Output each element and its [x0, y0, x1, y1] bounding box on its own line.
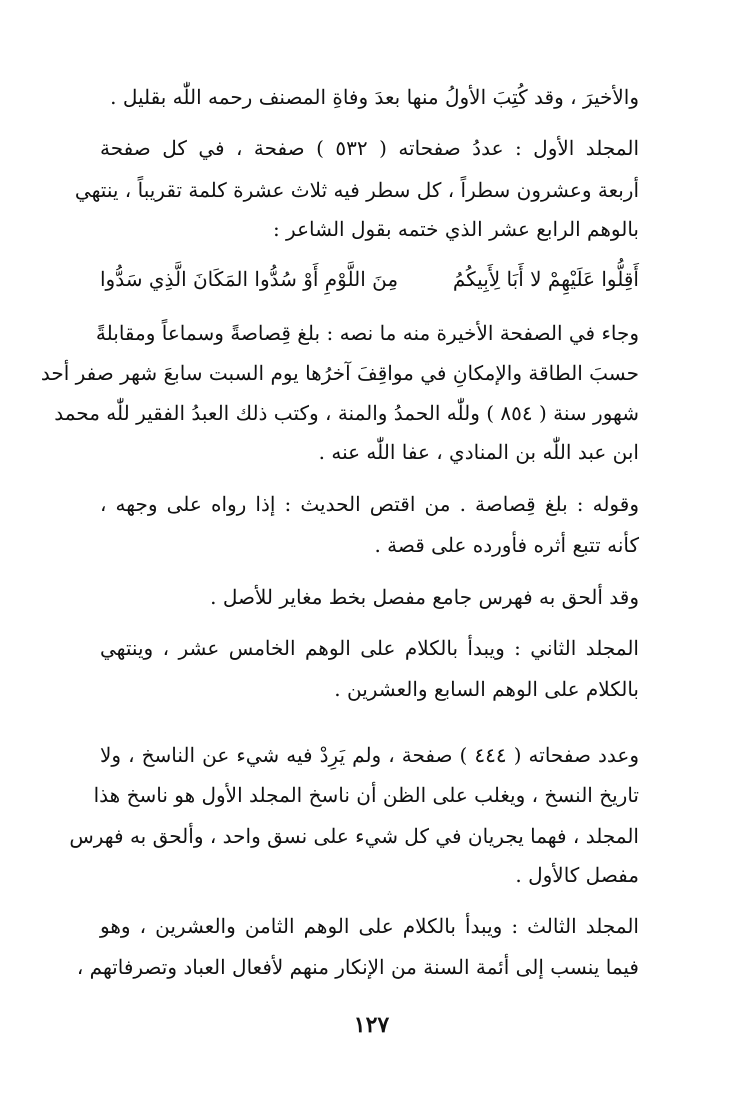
text-line-6: حسبَ الطاقة والإمكانِ في مواقِفَ آخرُها يوم السبت سابعَ شهر صفر أحد: [40, 361, 639, 385]
verse-first-hemistich: أَقِلُّوا عَلَيْهِمْ لا أَبَا لِأَبِيكُمُ: [452, 267, 639, 291]
page-number: ١٢٧: [353, 1012, 390, 1038]
text-line-2: المجلد الأول : عددُ صفحاته ( ٥٣٢ ) صفحة ، في كل صفحة: [100, 136, 640, 160]
text-line-5: وجاء في الصفحة الأخيرة منه ما نصه : بلغ قِصاصةً وسماعاً ومقابلةً: [95, 321, 639, 345]
text-line-16: المجلد ، فهما يجريان في كل شيء على نسق واحد ، وألحق به فهرس: [69, 824, 639, 848]
poem-verse: [100, 264, 639, 294]
text-line-13: بالكلام على الوهم السابع والعشرين .: [334, 677, 639, 701]
text-line-3: أربعة وعشرون سطراً ، كل سطر فيه ثلاث عشرة كلمة تقريباً ، ينتهي: [74, 178, 639, 202]
text-line-1: والأخيرَ ، وقد كُتِبَ الأولُ منها بعدَ وفاةِ المصنف رحمه اللّٰه بقليل .: [110, 85, 639, 109]
text-line-15: تاريخ النسخ ، ويغلب على الظن أن ناسخ المجلد الأول هو ناسخ هذا: [93, 783, 639, 807]
text-line-11: وقد ألحق به فهرس جامع مفصل بخط مغاير للأصل .: [210, 585, 639, 609]
text-line-7: شهور سنة ( ٨٥٤ ) وللّٰه الحمدُ والمنة ، وكتب ذلك العبدُ الفقير للّٰه محمد: [54, 401, 639, 425]
text-line-8: ابن عبد اللّٰه بن المنادي ، عفا اللّٰه عنه .: [318, 440, 639, 464]
text-line-19: فيما ينسب إلى أئمة السنة من الإنكار منهم لأفعال العباد وتصرفاتهم ،: [76, 955, 639, 979]
text-line-12: المجلد الثاني : ويبدأ بالكلام على الوهم الخامس عشر ، وينتهي: [100, 636, 639, 660]
text-line-14: وعدد صفحاته ( ٤٤٤ ) صفحة ، ولم يَرِدْ فيه شيء عن الناسخ ، ولا: [100, 743, 639, 767]
text-line-17: مفصل كالأول .: [515, 863, 639, 887]
text-line-9: وقوله : بلغ قِصاصة . من اقتص الحديث : إذا رواه على وجهه ،: [100, 492, 639, 516]
text-line-18: المجلد الثالث : ويبدأ بالكلام على الوهم الثامن والعشرين ، وهو: [100, 914, 639, 938]
verse-second-hemistich: مِنَ اللَّوْمِ أَوْ سُدُّوا المَكَانَ الَّذِي سَدُّوا: [100, 267, 399, 291]
text-line-10: كأنه تتبع أثره فأورده على قصة .: [374, 533, 639, 557]
text-line-4: بالوهم الرابع عشر الذي ختمه بقول الشاعر :: [272, 217, 639, 241]
